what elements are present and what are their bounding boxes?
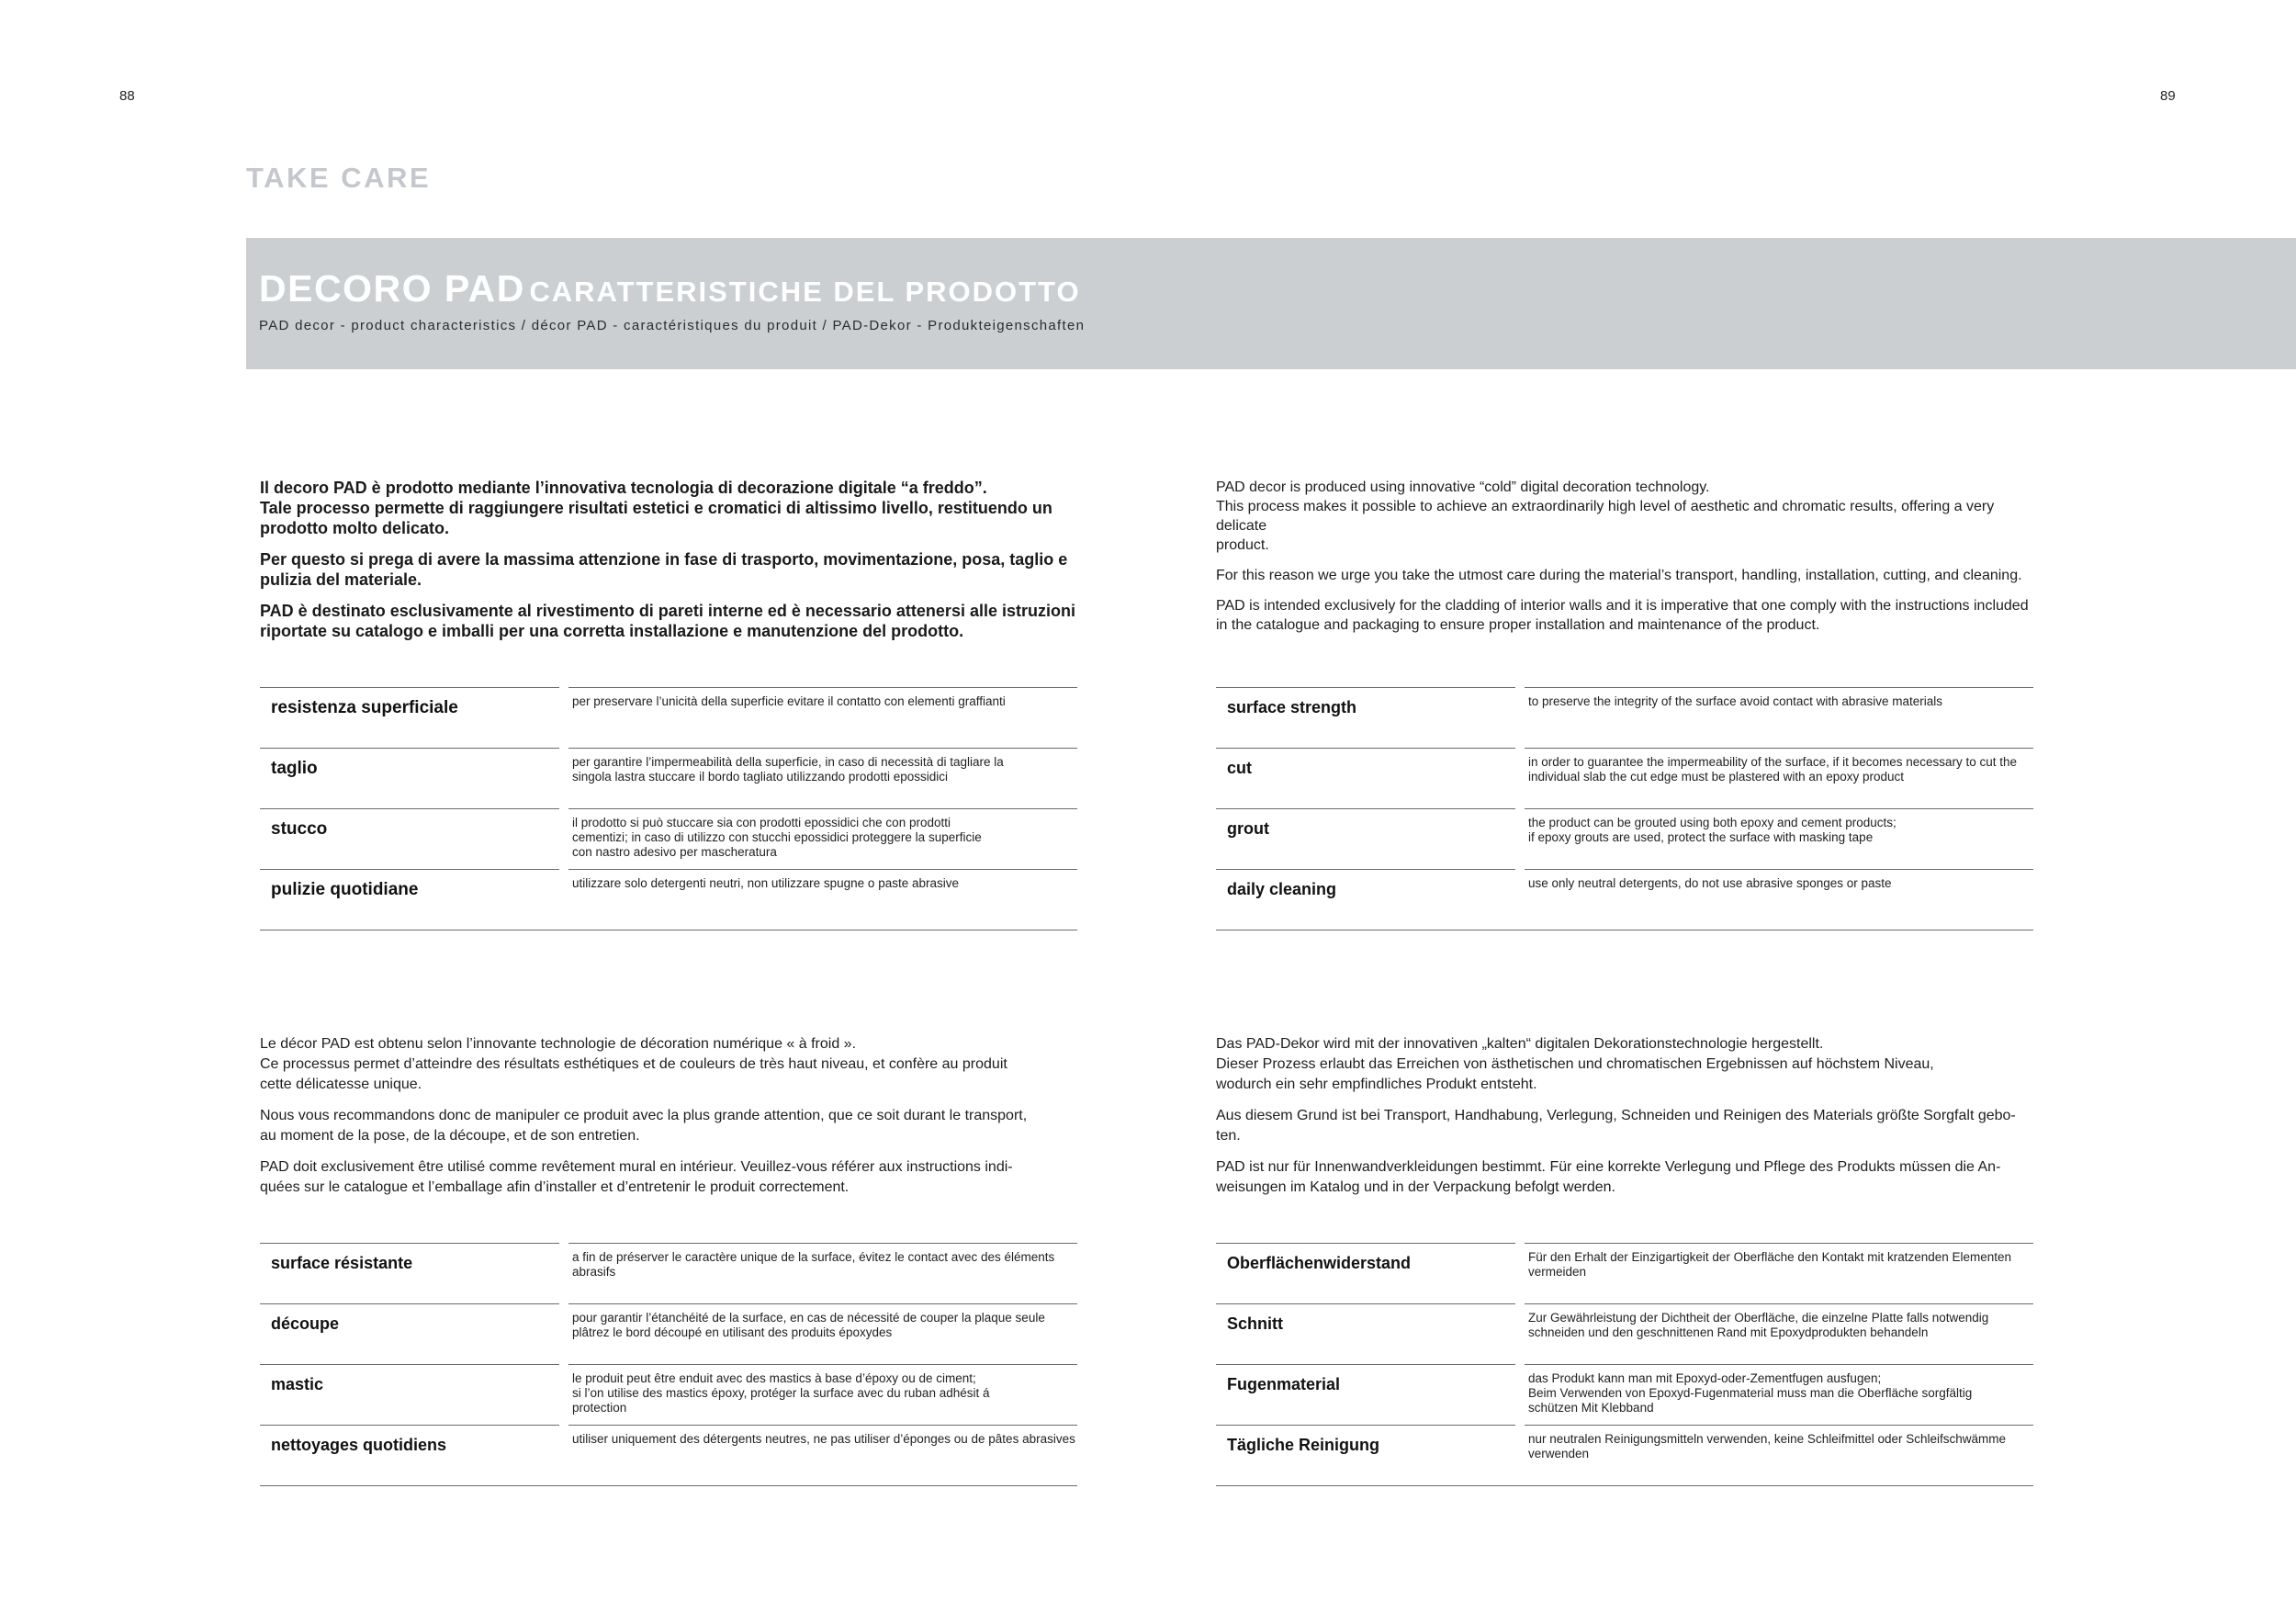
table-row <box>260 687 1077 748</box>
intro-german <box>1216 1034 2033 1209</box>
rule-gap <box>1515 807 1525 811</box>
rule-gap <box>559 1303 568 1306</box>
banner-title-main: DECORO PAD <box>259 267 525 310</box>
intro-line: Ce processus permet d’atteindre des résultats esthétiques et de couleurs de très haut niveau, et confère au produit <box>260 1056 1007 1072</box>
description-line: to preserve the integrity of the surface avoid contact with abrasive materials <box>1528 694 1942 708</box>
description-line: individual slab the cut edge must be plastered with an epoxy product <box>1528 770 1905 784</box>
table-row <box>1216 808 2033 869</box>
intro-paragraph <box>1216 1157 2033 1198</box>
description-line: Zur Gewährleistung der Dichtheit der Oberfläche, die einzelne Platte falls notwendig <box>1528 1311 1989 1325</box>
intro-line: pulizia del materiale. <box>260 570 422 589</box>
property-name: Tägliche Reinigung <box>1227 1436 1380 1454</box>
intro-line: wodurch ein sehr empfindliches Produkt entsteht. <box>1216 1077 1537 1092</box>
description-line: Für den Erhalt der Einzigartigkeit der Oberfläche den Kontakt mit kratzenden Elementen <box>1528 1250 2012 1264</box>
table-row <box>1216 1425 2033 1486</box>
description-line: verwenden <box>1528 1447 1590 1460</box>
table-row <box>260 748 1077 808</box>
intro-line: Il decoro PAD è prodotto mediante l’innovativa tecnologia di decorazione digitale “a freddo”. <box>260 479 987 497</box>
description-line: si l’on utilise des mastics époxy, protéger la surface avec du ruban adhésit á <box>572 1386 990 1400</box>
characteristics-table-english <box>1216 687 2033 930</box>
property-description <box>572 1250 1068 1280</box>
intro-line: Das PAD-Dekor wird mit der innovativen „kalten“ digitalen Dekorationstechnologie hergestellt. <box>1216 1036 1824 1052</box>
intro-line: Nous vous recommandons donc de manipuler ce produit avec la plus grande attention, que ce soit durant le transport, <box>260 1108 1028 1123</box>
section-kicker: TAKE CARE <box>246 162 432 194</box>
intro-paragraph <box>260 478 1077 538</box>
description-line: singola lastra stuccare il bordo tagliato utilizzando prodotti epossidici <box>572 770 948 784</box>
characteristics-table-french <box>260 1243 1077 1486</box>
description-line: il prodotto si può stuccare sia con prodotti epossidici che con prodotti <box>572 816 951 829</box>
description-line: utilizzare solo detergenti neutri, non utilizzare spugne o paste abrasive <box>572 876 959 890</box>
intro-line: Dieser Prozess erlaubt das Erreichen von ästhetischen und chromatischen Ergebnissen auf höchstem Niveau, <box>1216 1056 1934 1072</box>
intro-line: ten. <box>1216 1128 1241 1144</box>
description-line: protection <box>572 1401 627 1415</box>
intro-french <box>260 1034 1077 1209</box>
rule-gap <box>1515 1303 1525 1306</box>
rule-gap <box>1515 1363 1525 1367</box>
intro-line: PAD doit exclusivement être utilisé comme revêtement mural en intérieur. Veuillez-vous référer aux instructions indi- <box>260 1159 1013 1175</box>
page-number-right: 89 <box>2160 88 2176 104</box>
rule-gap <box>1515 1424 1525 1427</box>
property-description <box>1528 816 2024 845</box>
intro-line: riportate su catalogo e imballi per una corretta installazione e manutenzione del prodotto. <box>260 622 964 640</box>
intro-line: Tale processo permette di raggiungere risultati estetici e cromatici di altissimo livello, restituendo un <box>260 499 1052 517</box>
intro-italian <box>260 478 1077 652</box>
property-description <box>1528 876 2024 891</box>
rule-gap <box>559 807 568 811</box>
description-line: schneiden und den geschnittenen Rand mit Epoxydprodukten behandeln <box>1528 1325 1929 1339</box>
description-line: vermeiden <box>1528 1265 1587 1279</box>
rule-gap <box>559 1242 568 1246</box>
property-description <box>572 1311 1068 1340</box>
property-name: taglio <box>271 759 318 778</box>
rule-gap <box>559 1363 568 1367</box>
table-row <box>1216 1364 2033 1425</box>
property-name: Schnitt <box>1227 1314 1283 1333</box>
intro-paragraph <box>260 1157 1077 1198</box>
characteristics-table-italian <box>260 687 1077 930</box>
characteristics-table-german <box>1216 1243 2033 1486</box>
property-name: grout <box>1227 819 1269 838</box>
title-banner <box>246 238 2296 369</box>
property-description <box>1528 1371 2024 1415</box>
table-row <box>1216 1243 2033 1303</box>
table-row <box>1216 687 2033 748</box>
rule-gap <box>1515 1242 1525 1246</box>
property-name: surface strength <box>1227 698 1357 716</box>
property-description <box>572 755 1068 784</box>
table-row <box>1216 748 2033 808</box>
intro-english <box>1216 478 2033 646</box>
rule-gap <box>559 868 568 872</box>
intro-line: PAD è destinato esclusivamente al rivestimento di pareti interne ed è necessario attenersi alle istruzioni <box>260 602 1075 620</box>
property-name: cut <box>1227 759 1252 777</box>
description-line: cementizi; in caso di utilizzo con stucchi epossidici proteggere la superficie <box>572 830 982 844</box>
property-description <box>1528 1250 2024 1280</box>
property-description <box>572 694 1068 709</box>
property-description <box>572 1432 1075 1447</box>
table-row <box>1216 869 2033 930</box>
description-line: use only neutral detergents, do not use abrasive sponges or paste <box>1528 876 1892 890</box>
intro-line: weisungen im Katalog und in der Verpackung befolgt werden. <box>1216 1179 1615 1195</box>
property-name: mastic <box>271 1375 324 1393</box>
intro-paragraph <box>1216 566 2033 585</box>
intro-line: quées sur le catalogue et l’emballage afin d’installer et d’entretenir le produit correctement. <box>260 1179 850 1195</box>
intro-line: prodotto molto delicato. <box>260 519 449 537</box>
banner-title-rest: CARATTERISTICHE DEL PRODOTTO <box>529 276 1081 308</box>
property-description <box>1528 755 2024 784</box>
property-description <box>1528 1311 2024 1340</box>
description-line: a fin de préserver le caractère unique de la surface, évitez le contact avec des éléments <box>572 1250 1055 1264</box>
intro-paragraph <box>1216 1034 2033 1095</box>
description-line: plâtrez le bord découpé en utilisant des produits époxydes <box>572 1325 893 1339</box>
description-line: per preservare l’unicità della superficie evitare il contatto con elementi graffianti <box>572 694 1006 708</box>
description-line: if epoxy grouts are used, protect the surface with masking tape <box>1528 830 1874 844</box>
rule-gap <box>1515 686 1525 690</box>
table-row <box>1216 1303 2033 1364</box>
intro-paragraph <box>1216 596 2033 635</box>
description-line: abrasifs <box>572 1265 616 1279</box>
table-row <box>260 1303 1077 1364</box>
intro-line: Le décor PAD est obtenu selon l’innovante technologie de décoration numérique « à froid ». <box>260 1036 857 1052</box>
property-name: resistenza superficiale <box>271 698 458 717</box>
intro-line: This process makes it possible to achieve an extraordinarily high level of aesthetic and chromatic results, offering a very delicate <box>1216 499 1995 534</box>
table-row <box>260 1243 1077 1303</box>
description-line: pour garantir l’étanchéité de la surface, en cas de nécessité de couper la plaque seule <box>572 1311 1045 1325</box>
intro-paragraph <box>260 1034 1077 1095</box>
property-name: daily cleaning <box>1227 880 1337 898</box>
intro-paragraph <box>1216 478 2033 555</box>
intro-line: au moment de la pose, de la découpe, et de son entretien. <box>260 1128 640 1144</box>
intro-line: product. <box>1216 537 1269 553</box>
rule-gap <box>559 1424 568 1427</box>
property-description <box>1528 694 2024 709</box>
page-number-left: 88 <box>119 88 135 104</box>
intro-line: For this reason we urge you take the utmost care during the material’s transport, handling, installation, cutting, and cleaning. <box>1216 568 2022 583</box>
intro-line: PAD decor is produced using innovative “cold” digital decoration technology. <box>1216 479 1710 495</box>
intro-line: Per questo si prega di avere la massima attenzione in fase di trasporto, movimentazione, posa, taglio e <box>260 550 1068 569</box>
property-name: nettoyages quotidiens <box>271 1436 447 1454</box>
rule-gap <box>1515 747 1525 750</box>
description-line: per garantire l’impermeabilità della superficie, in caso di necessità di tagliare la <box>572 755 1004 769</box>
description-line: das Produkt kann man mit Epoxyd-oder-Zementfugen ausfugen; <box>1528 1371 1882 1385</box>
description-line: con nastro adesivo per mascheratura <box>572 845 777 859</box>
property-name: Fugenmaterial <box>1227 1375 1341 1393</box>
property-description <box>572 876 1068 891</box>
intro-line: in the catalogue and packaging to ensure proper installation and maintenance of the product. <box>1216 617 1820 633</box>
intro-paragraph <box>1216 1106 2033 1146</box>
rule-gap <box>559 747 568 750</box>
table-row <box>260 1364 1077 1425</box>
table-row <box>260 1425 1077 1486</box>
table-row <box>260 869 1077 930</box>
description-line: in order to guarantee the impermeability of the surface, if it becomes necessary to cut the <box>1528 755 2018 769</box>
property-name: Oberflächenwiderstand <box>1227 1254 1412 1272</box>
property-description <box>1528 1432 2024 1461</box>
description-line: nur neutralen Reinigungsmitteln verwenden, keine Schleifmittel oder Schleifschwämme <box>1528 1432 2007 1446</box>
property-name: stucco <box>271 819 328 839</box>
property-description <box>572 816 1068 860</box>
intro-paragraph <box>260 1106 1077 1146</box>
intro-line: cette délicatesse unique. <box>260 1077 422 1092</box>
description-line: the product can be grouted using both epoxy and cement products; <box>1528 816 1896 829</box>
rule-gap <box>559 686 568 690</box>
intro-paragraph <box>260 549 1077 590</box>
property-name: pulizie quotidiane <box>271 880 419 899</box>
description-line: le produit peut être enduit avec des mastics à base d’époxy ou de ciment; <box>572 1371 976 1385</box>
description-line: schützen Mit Klebband <box>1528 1401 1654 1415</box>
intro-paragraph <box>260 601 1077 641</box>
property-name: découpe <box>271 1314 340 1333</box>
banner-subtitle: PAD decor - product characteristics / décor PAD - caractéristiques du produit / PAD-Dekor - Produkteigenschaften <box>259 318 1086 333</box>
description-line: Beim Verwenden von Epoxyd-Fugenmaterial muss man die Oberfläche sorgfältig <box>1528 1386 1973 1400</box>
banner-title <box>259 267 1081 310</box>
property-name: surface résistante <box>271 1254 413 1272</box>
intro-line: Aus diesem Grund ist bei Transport, Handhabung, Verlegung, Schneiden und Reinigen des Materials größte Sorgfalt gebo- <box>1216 1108 2016 1123</box>
rule-gap <box>1515 868 1525 872</box>
intro-line: PAD ist nur für Innenwandverkleidungen bestimmt. Für eine korrekte Verlegung und Pflege des Produkts müssen die An- <box>1216 1159 2001 1175</box>
description-line: utiliser uniquement des détergents neutres, ne pas utiliser d’éponges ou de pâtes abrasives <box>572 1432 1075 1446</box>
table-row <box>260 808 1077 869</box>
intro-line: PAD is intended exclusively for the cladding of interior walls and it is imperative that one comply with the instructions included <box>1216 598 2029 614</box>
property-description <box>572 1371 1068 1415</box>
